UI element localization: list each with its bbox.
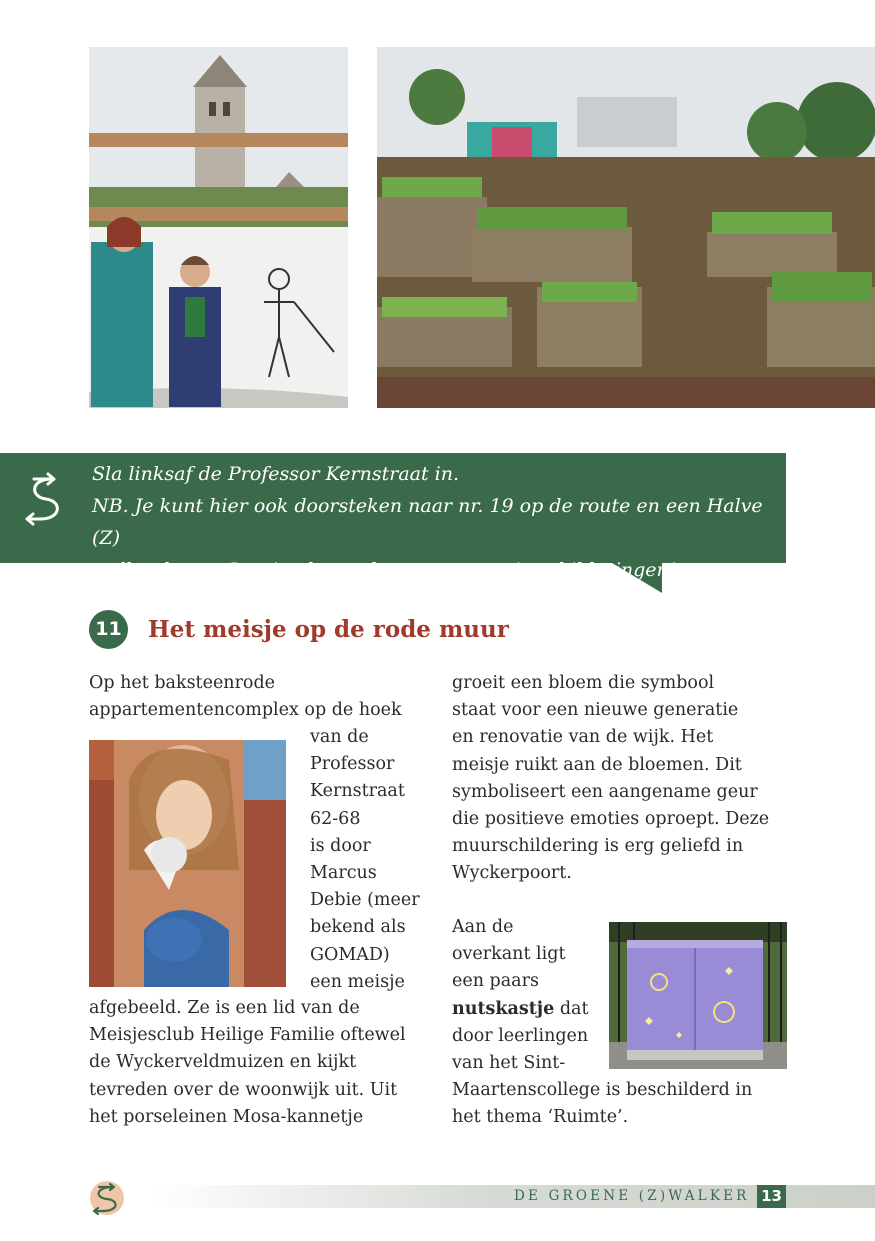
text-line: Kernstraat [310, 781, 405, 802]
route-instruction-text [92, 458, 782, 586]
text-line: bekend als [310, 917, 406, 938]
text-line: een paars [452, 971, 539, 992]
section-number-badge: 11 [89, 610, 128, 649]
text-line: Professor [310, 754, 395, 775]
text-line: overkant ligt [452, 944, 566, 965]
text-line: 62-68 [310, 808, 361, 829]
text-line: door leerlingen [452, 1025, 589, 1046]
text-line: Meisjesclub Heilige Familie oftewel [89, 1025, 406, 1046]
banner-line: NB. Je kunt hier ook doorsteken naar nr. 19 op de route en een Halve (Z) [92, 495, 763, 549]
text-line: van de [310, 727, 369, 747]
text-line: en renovatie van de wijk. Het [452, 727, 714, 748]
text-line: Maartenscollege is beschilderd in [452, 1080, 753, 1101]
text-line: is door [310, 835, 371, 856]
text-line: Op het baksteenrode [89, 673, 276, 693]
photo-utility-cabinet [609, 922, 787, 1069]
page-number: 13 [757, 1185, 786, 1208]
text-fragment: dat [554, 998, 589, 1019]
left-column-intro [89, 670, 402, 724]
text-line: een meisje [310, 971, 405, 992]
text-line: muurschildering is erg geliefd in [452, 836, 744, 857]
photo-community-garden [377, 47, 875, 408]
section-title: Het meisje op de rode muur [148, 616, 509, 643]
text-line: de Wyckerveldmuizen en kijkt [89, 1052, 357, 1073]
zwalker-route-icon [22, 465, 72, 531]
text-line: tevreden over de woonwijk uit. Uit [89, 1079, 398, 1100]
text-line: Debie (meer [310, 890, 420, 911]
left-column-wrap [310, 724, 420, 996]
text-line: van het Sint- [452, 1053, 566, 1074]
photo-girl-mural [89, 740, 286, 987]
text-line: GOMAD) [310, 944, 390, 965]
left-column-end [89, 995, 406, 1131]
text-line: Aan de [452, 917, 514, 937]
text-line: het thema ‘Ruimte’. [452, 1107, 629, 1128]
text-line: meisje ruikt aan de bloemen. Dit [452, 754, 742, 775]
banner-line: Sla linksaf de Professor Kernstraat in. [92, 463, 460, 485]
banner-line: walker lopen. Je mist dan wel een paar mooie schilderingen! [92, 559, 677, 581]
footer-publication-title: DE GROENE (Z)WALKER [514, 1188, 750, 1204]
bold-term: nutskastje [452, 998, 555, 1019]
text-line: groeit een bloem die symbool [452, 673, 715, 693]
text-line: Wyckerpoort. [452, 863, 572, 884]
text-line: Marcus [310, 863, 377, 884]
text-line: het porseleinen Mosa-kannetje [89, 1106, 364, 1127]
photo-mural-woman-boy [89, 47, 348, 408]
text-line: symboliseert een aangename geur [452, 781, 758, 802]
text-line: die positieve emoties oproept. Deze [452, 809, 770, 830]
zwalker-logo-icon [89, 1178, 125, 1218]
text-line: staat voor een nieuwe generatie [452, 700, 739, 721]
text-line: afgebeeld. Ze is een lid van de [89, 998, 360, 1018]
text-line: appartementencomplex op de hoek [89, 700, 402, 721]
right-column-paragraph [452, 670, 769, 888]
